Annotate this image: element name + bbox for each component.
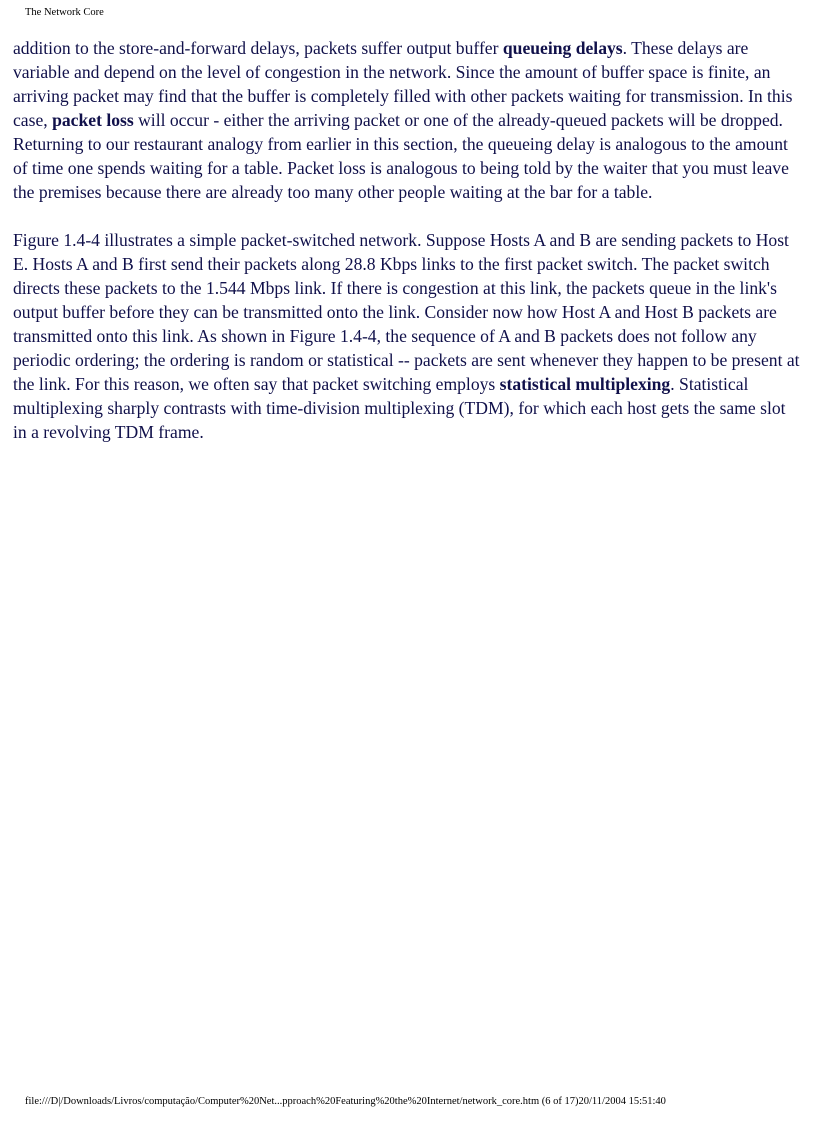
document-body: [13, 36, 803, 468]
page-footer: [25, 1095, 666, 1109]
term-queueing-delays: queueing delays: [502, 38, 623, 58]
text-segment: will occur - either the arriving packet or one of the already-queued packets will be dropped. Returning to our restaurant analogy from earlier in this section, the queueing delay is analogous to the amount of time one spends waiting for a table. Packet loss is analogous to being told by the waiter that you must leave the premises because there are already too many other people waiting at the bar for a table.: [13, 110, 789, 202]
paragraph-queueing-delays: [13, 36, 803, 204]
page-header: [25, 6, 104, 20]
text-segment: . Statistical multiplexing sharply contrasts with time-division multiplexing (TDM), for which each host gets the same slot in a revolving TDM frame.: [13, 374, 786, 442]
term-statistical-multiplexing: statistical multiplexing: [499, 374, 671, 394]
file-path: file:///D|/Downloads/Livros/computação/Computer%20Net...pproach%20Featuring%20the%20Internet/network_core.htm (6 of 17)20/11/2004 15:51:40: [25, 1096, 666, 1107]
text-segment: addition to the store-and-forward delays, packets suffer output buffer: [13, 38, 503, 58]
term-packet-loss: packet loss: [52, 110, 134, 130]
page-title: The Network Core: [25, 7, 104, 18]
text-segment: Figure 1.4-4 illustrates a simple packet-switched network. Suppose Hosts A and B are sending packets to Host E. Hosts A and B first send their packets along 28.8 Kbps links to the first packet switch. The packet switch directs these packets to the 1.544 Mbps link. If there is congestion at this link, the packets queue in the link's output buffer before they can be transmitted onto the link. Consider now how Host A and Host B packets are transmitted onto this link. As shown in Figure 1.4-4, the sequence of A and B packets does not follow any periodic ordering; the ordering is random or statistical -- packets are sent whenever they happen to be present at the link. For this reason, we often say that packet switching employs: [13, 230, 800, 394]
paragraph-statistical-multiplexing: [13, 228, 803, 444]
text-segment: . These delays are variable and depend on the level of congestion in the network. Since the amount of buffer space is finite, an arriving packet may find that the buffer is completely filled with other packets waiting for transmission. In this case,: [13, 38, 793, 130]
